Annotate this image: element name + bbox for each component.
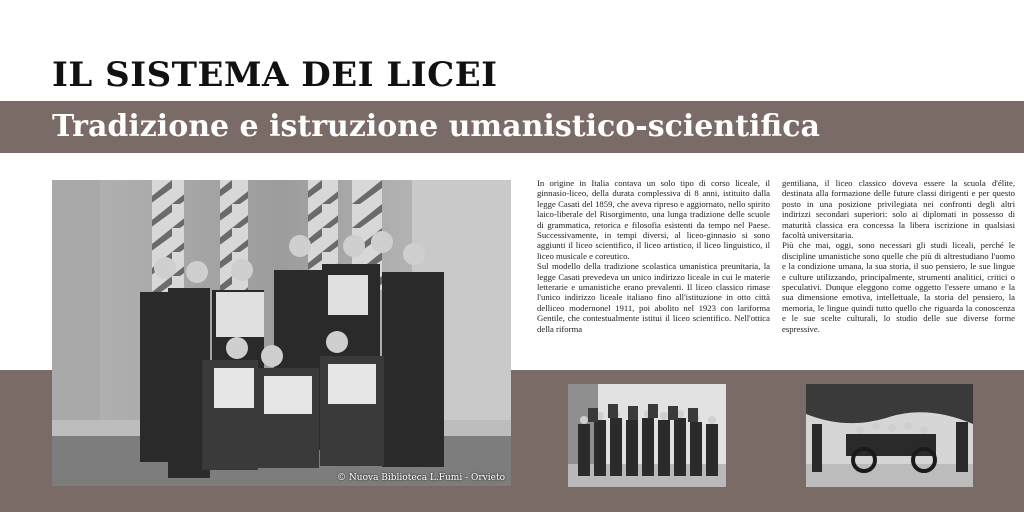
vintage-car-photo-image xyxy=(806,384,973,487)
paragraph: Sul modello della tradizione scolastica umanistica preunitaria, la legge Casati prevedeva un unico indirizzo liceale in cui le materie letterarie e umanistiche erano prevalenti. Il liceo classico rimase l'unico indirizzo liceale italiano fino all'istituzione in otto città delliceo modernonel 1911, poi abolito nel 1923 con lariforma Gentile, che contestualmente istitui il liceo scientifico. Nell'ottica della riforma xyxy=(537,261,770,334)
photo-credit: © Nuova Biblioteca L.Fumi - Orvieto xyxy=(337,473,505,483)
page-subtitle: Tradizione e istruzione umanistico-scientifica xyxy=(52,109,820,144)
paragraph: Più che mai, oggi, sono necessari gli studi liceali, perché le discipline umanistiche sono quelle che più di altrestudiano l'uomo e la condizione umana, la sua storia, il suo pensiero, le sue lingue e culture utilizzando, principalmente, strumenti analitici, critici o speculativi. Dunque eleggono come oggetto l'essere umano e la sua dimensione emotiva, intellettuale, la storia del pensiero, la memoria, le lingue quindi tutto quello che riguarda la conoscenza e le sue scelte culturali, lo studio delle sue diverse forme espressive. xyxy=(782,240,1015,334)
text-column-2 xyxy=(782,178,1015,334)
class-group-photo-image xyxy=(568,384,726,487)
paragraph: gentiliana, il liceo classico doveva essere la scuola d'élite, destinata alla formazione delle future classi dirigenti e per questo posto in una posizione privilegiata nei confronti degli altri indirizzi secondari superiori: solo ai diplomati in possesso di maturità classica era concessa la libera iscrizione in qualsiasi facoltà universitaria. xyxy=(782,178,1015,241)
vintage-car-photo xyxy=(806,384,973,487)
page-title: IL SISTEMA DEI LICEI xyxy=(52,55,498,95)
main-group-photo xyxy=(52,180,511,486)
class-group-photo xyxy=(568,384,726,487)
paragraph: In origine in Italia contava un solo tipo di corso liceale, il ginnasio-liceo, della durata complessiva di 8 anni, istituito dalla legge Casati del 1859, che aveva ripreso e aggiornato, nello spirito laico-liberale del Risorgimento, una lunga tradizione delle scuole di grammatica, retorica e filosofia esistenti da tempo nel Paese. Successivamente, in tempi diversi, al liceo-ginnasio si sono aggiunti il liceo scientifico, il liceo artistico, il liceo linguistico, il liceo musicale e coreutico. xyxy=(537,178,770,261)
text-column-1 xyxy=(537,178,770,334)
main-group-photo-image xyxy=(52,180,511,486)
